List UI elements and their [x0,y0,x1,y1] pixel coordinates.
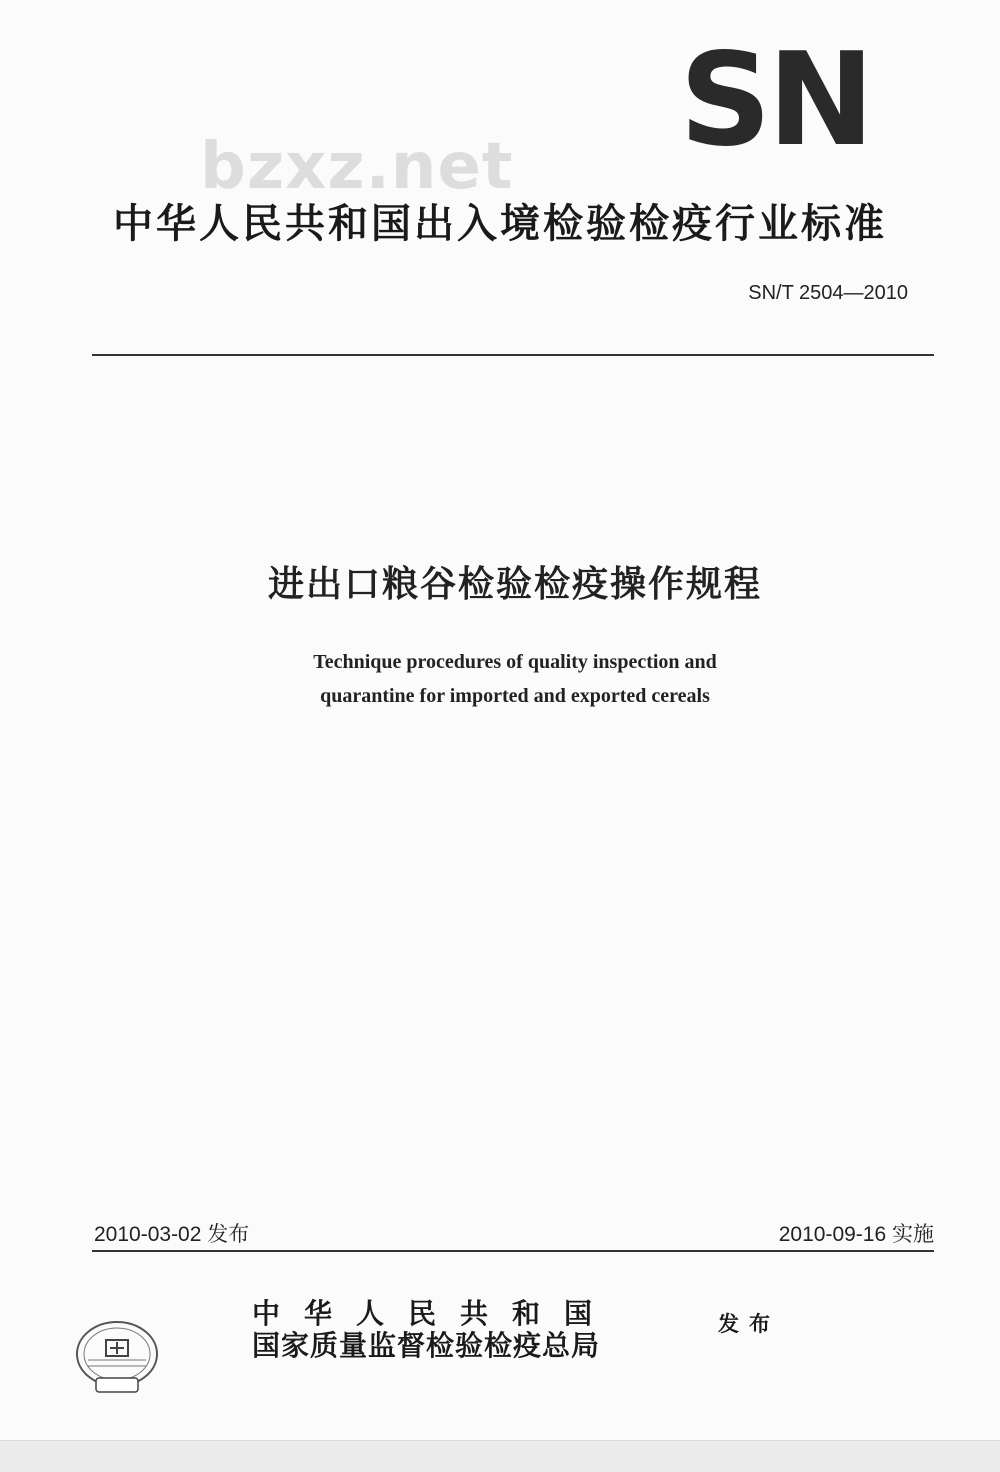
seal-stamp-icon [70,1316,164,1398]
header-title: 中华人民共和国出入境检验检疫行业标准 [113,201,887,247]
issue-date: 2010-03-02 发布 [94,1223,250,1246]
document-title-en-line1: Technique procedures of quality inspection and [313,651,717,673]
issuer-name-line1: 中华人民共和国 [252,1297,617,1330]
bottom-divider [92,1250,934,1252]
implementation-date: 2010-09-16 实施 [778,1223,934,1246]
sn-logo [670,44,880,152]
publish-label: 发布 [718,1311,780,1336]
top-divider [92,354,934,356]
sn-logo-text: SN [679,44,871,152]
standard-number: SN/T 2504—2010 [748,282,908,304]
issuer-name-line2: 国家质量监督检验检疫总局 [252,1329,601,1362]
viewer-bottom-strip [0,1440,1000,1472]
document-title-zh: 进出口粮谷检验检疫操作规程 [267,564,762,605]
watermark: bzxz.net [200,130,514,204]
document-title-en [0,645,1000,713]
document-title-en-line2: quarantine for imported and exported cereals [320,685,710,707]
